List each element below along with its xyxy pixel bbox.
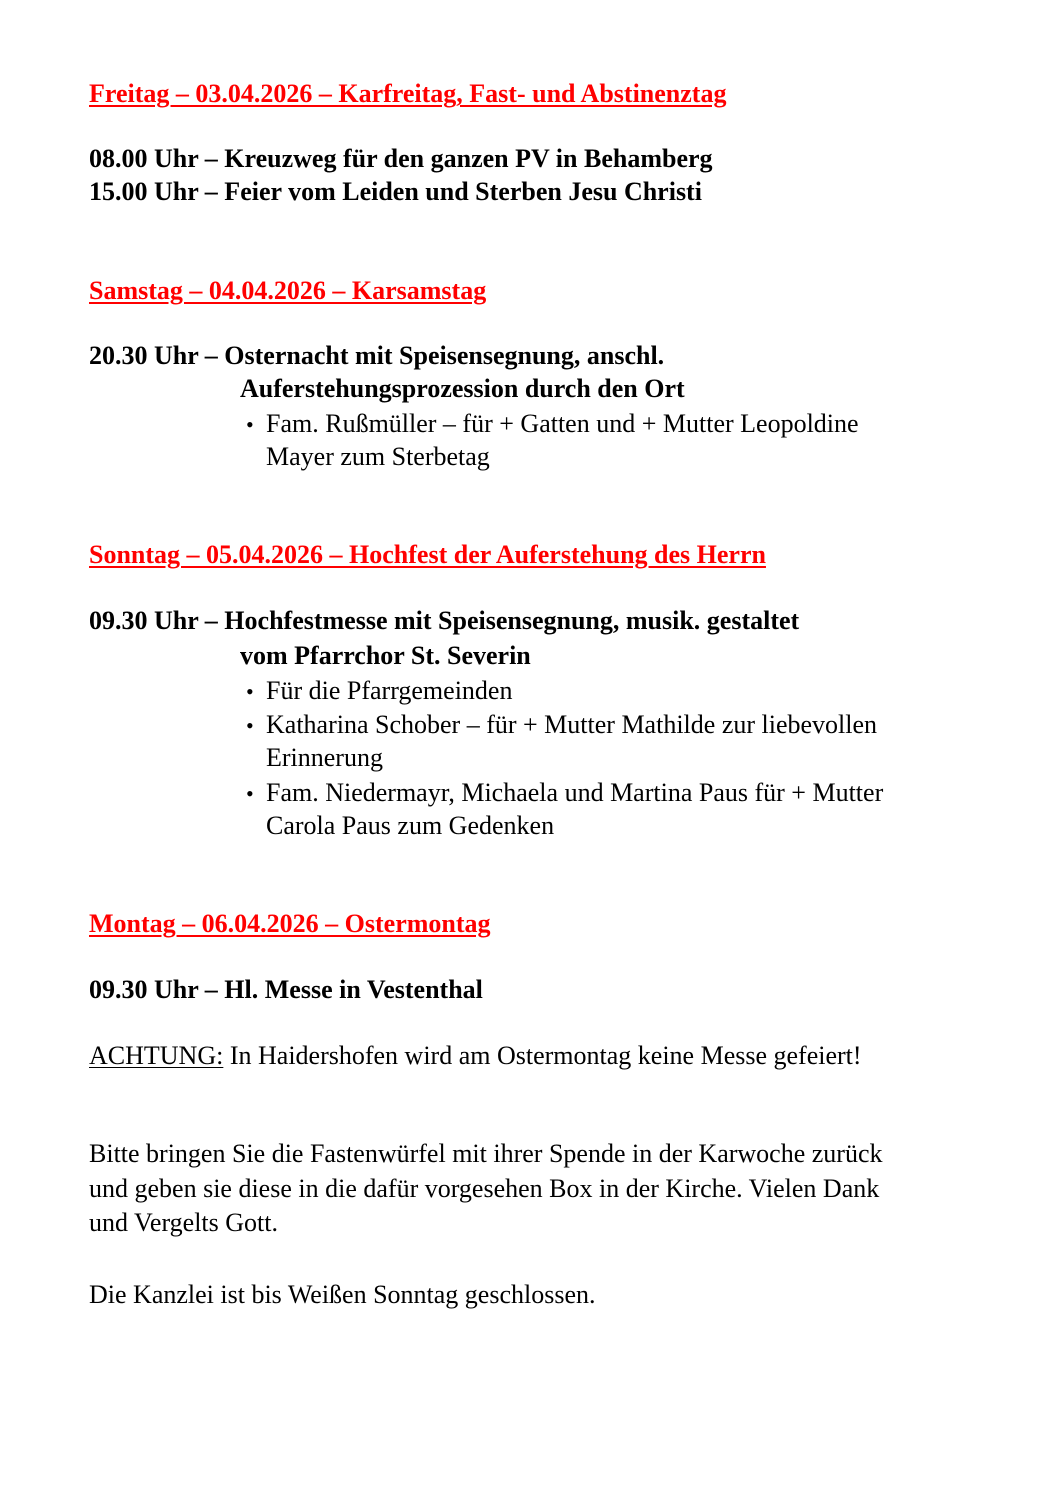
intention-item [246, 407, 859, 442]
service-line: 20.30 Uhr – Osternacht mit Speisensegnung, anschl. [89, 341, 665, 370]
intention-item [246, 674, 512, 709]
section-heading-freitag: Freitag – 03.04.2026 – Karfreitag, Fast- und Abstinenztag [89, 79, 727, 108]
intention-text: Fam. Rußmüller – für + Gatten und + Mutter Leopoldine [266, 409, 859, 438]
notice-label: ACHTUNG: [89, 1041, 224, 1070]
service-line-continuation: vom Pfarrchor St. Severin [240, 641, 531, 670]
intention-text: Für die Pfarrgemeinden [266, 676, 513, 705]
notice [89, 1039, 862, 1073]
service-line: 08.00 Uhr – Kreuzweg für den ganzen PV in Behamberg [89, 144, 713, 173]
paragraph-line: Bitte bringen Sie die Fastenwürfel mit ihrer Spende in der Karwoche zurück [89, 1139, 883, 1168]
paragraph-line: und Vergelts Gott. [89, 1208, 278, 1237]
section-heading-samstag: Samstag – 04.04.2026 – Karsamstag [89, 276, 487, 305]
bullet-icon: • [246, 679, 254, 704]
bullet-icon: • [246, 713, 254, 738]
intention-text: Katharina Schober – für + Mutter Mathilde zur liebevollen [266, 710, 878, 739]
intention-text: Fam. Niedermayr, Michaela und Martina Paus für + Mutter [266, 778, 884, 807]
section-heading-montag: Montag – 06.04.2026 – Ostermontag [89, 909, 491, 938]
section-heading-sonntag: Sonntag – 05.04.2026 – Hochfest der Auferstehung des Herrn [89, 540, 766, 569]
closing-note: Die Kanzlei ist bis Weißen Sonntag geschlossen. [89, 1280, 596, 1309]
intention-text-continuation: Mayer zum Sterbetag [266, 442, 490, 471]
service-line: 09.30 Uhr – Hl. Messe in Vestenthal [89, 975, 483, 1004]
service-line: 09.30 Uhr – Hochfestmesse mit Speisensegnung, musik. gestaltet [89, 606, 800, 635]
intention-text-continuation: Erinnerung [266, 743, 383, 772]
bullet-icon: • [246, 781, 254, 806]
bullet-icon: • [246, 412, 254, 437]
service-line: 15.00 Uhr – Feier vom Leiden und Sterben Jesu Christi [89, 177, 702, 206]
service-line-continuation: Auferstehungsprozession durch den Ort [240, 374, 685, 403]
intention-item [246, 708, 877, 743]
notice-text: In Haidershofen wird am Ostermontag keine Messe gefeiert! [223, 1041, 862, 1070]
paragraph-line: und geben sie diese in die dafür vorgesehen Box in der Kirche. Vielen Dank [89, 1174, 880, 1203]
intention-item [246, 776, 883, 811]
intention-text-continuation: Carola Paus zum Gedenken [266, 811, 555, 840]
